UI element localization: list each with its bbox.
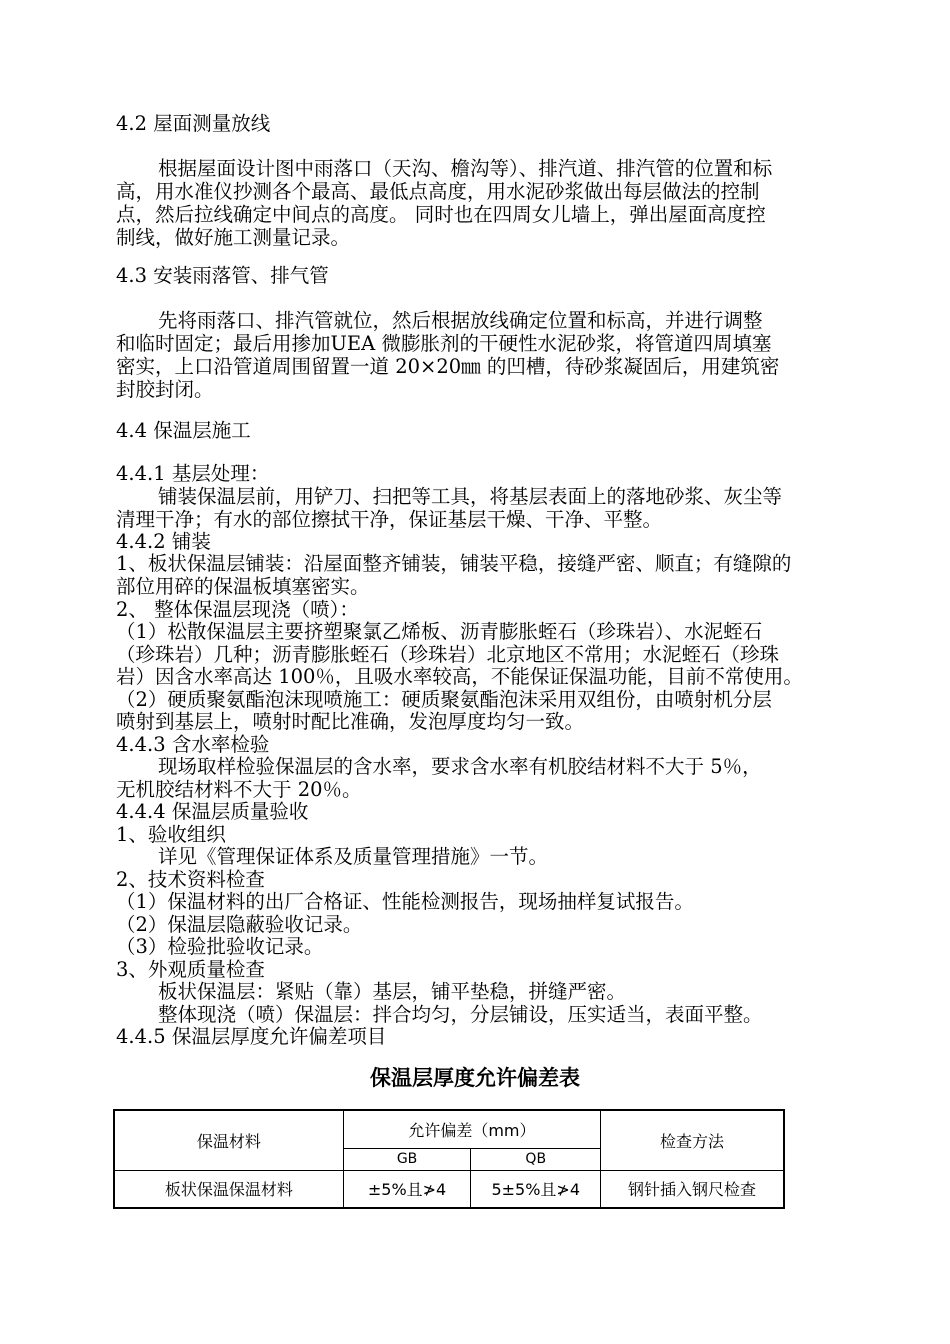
paragraph-line: 1、板状保温层铺装：沿屋面整齐铺装，铺装平稳，接缝严密、顺直；有缝隙的 [116, 552, 792, 575]
paragraph-line: 3、外观质量检查 [116, 958, 265, 981]
table-title: 保温层厚度允许偏差表 [370, 1066, 580, 1090]
paragraph-line: 制线，做好施工测量记录。 [116, 226, 351, 249]
deviation-table [113, 1109, 785, 1209]
cell-gb: ±5%且≯4 [343, 1170, 471, 1208]
paragraph-line: 无机胶结材料不大于 20％。 [116, 778, 362, 801]
heading-4-4: 4.4 保温层施工 [116, 419, 251, 442]
cell-qb: 5±5%且≯4 [471, 1170, 601, 1208]
paragraph-line: （珍珠岩）几种；沥青膨胀蛭石（珍珠岩）北京地区不常用；水泥蛭石（珍珠 [116, 643, 780, 666]
paragraph-line: 2、 整体保温层现浇（喷）： [116, 598, 359, 621]
paragraph-line: 和临时固定；最后用掺加UEA 微膨胀剂的干硬性水泥砂浆，将管道四周填塞 [116, 332, 772, 355]
heading-4-4-5: 4.4.5 保温层厚度允许偏差项目 [116, 1025, 387, 1048]
heading-4-3: 4.3 安装雨落管、排气管 [116, 264, 329, 287]
header-method: 检查方法 [601, 1110, 784, 1170]
paragraph-line: （2）硬质聚氨酯泡沫现喷施工：硬质聚氨酯泡沫采用双组份，由喷射机分层 [116, 688, 772, 711]
paragraph-line: 铺装保温层前，用铲刀、扫把等工具，将基层表面上的落地砂浆、灰尘等 [158, 485, 783, 508]
paragraph-line: 现场取样检验保温层的含水率，要求含水率有机胶结材料不大于 5％， [158, 755, 762, 778]
paragraph-line: （1）松散保温层主要挤塑聚氯乙烯板、沥青膨胀蛭石（珍珠岩）、水泥蛭石 [116, 620, 763, 643]
paragraph-line: 部位用碎的保温板填塞密实。 [116, 575, 370, 598]
paragraph-line: 封胶封闭。 [116, 378, 214, 401]
header-gb: GB [343, 1148, 471, 1170]
header-material: 保温材料 [114, 1110, 343, 1170]
cell-method: 钢针插入钢尺检查 [601, 1170, 784, 1208]
table-row [114, 1170, 784, 1208]
paragraph-line: 根据屋面设计图中雨落口（天沟、檐沟等）、排汽道、排汽管的位置和标 [158, 157, 773, 180]
paragraph-line: （3）检验批验收记录。 [116, 935, 324, 958]
heading-4-4-4: 4.4.4 保温层质量验收 [116, 800, 309, 823]
heading-4-4-2: 4.4.2 铺装 [116, 530, 211, 553]
paragraph-line: 1、验收组织 [116, 823, 226, 846]
paragraph-line: 详见《管理保证体系及质量管理措施》一节。 [158, 845, 549, 868]
paragraph-line: 点，然后拉线确定中间点的高度。 同时也在四周女儿墙上，弹出屋面高度控 [116, 203, 766, 226]
paragraph-line: 整体现浇（喷）保温层：拌合均匀，分层铺设，压实适当，表面平整。 [158, 1003, 763, 1026]
paragraph-line: 板状保温层：紧贴（靠）基层，铺平垫稳，拼缝严密。 [158, 980, 627, 1003]
paragraph-line: 高，用水准仪抄测各个最高、最低点高度，用水泥砂浆做出每层做法的控制 [116, 180, 760, 203]
heading-4-2: 4.2 屋面测量放线 [116, 112, 271, 135]
header-qb: QB [471, 1148, 601, 1170]
paragraph-line: 先将雨落口、排汽管就位，然后根据放线确定位置和标高，并进行调整 [158, 309, 763, 332]
paragraph-line: （1）保温材料的出厂合格证、性能检测报告，现场抽样复试报告。 [116, 890, 694, 913]
cell-material: 板状保温保温材料 [114, 1170, 343, 1208]
paragraph-line: （2）保温层隐蔽验收记录。 [116, 913, 363, 936]
paragraph-line: 岩）因含水率高达 100％，且吸水率较高，不能保证保温功能，目前不常使用。 [116, 665, 803, 688]
paragraph-line: 清理干净；有水的部位擦拭干净，保证基层干燥、干净、平整。 [116, 508, 663, 531]
paragraph-line: 2、技术资料检查 [116, 868, 265, 891]
header-deviation: 允许偏差（mm） [343, 1110, 600, 1148]
heading-4-4-3: 4.4.3 含水率检验 [116, 733, 270, 756]
paragraph-line: 喷射到基层上，喷射时配比准确，发泡厚度均匀一致。 [116, 710, 585, 733]
heading-4-4-1: 4.4.1 基层处理： [116, 462, 270, 485]
paragraph-line: 密实，上口沿管道周围留置一道 20×20㎜ 的凹槽，待砂浆凝固后，用建筑密 [116, 355, 780, 378]
